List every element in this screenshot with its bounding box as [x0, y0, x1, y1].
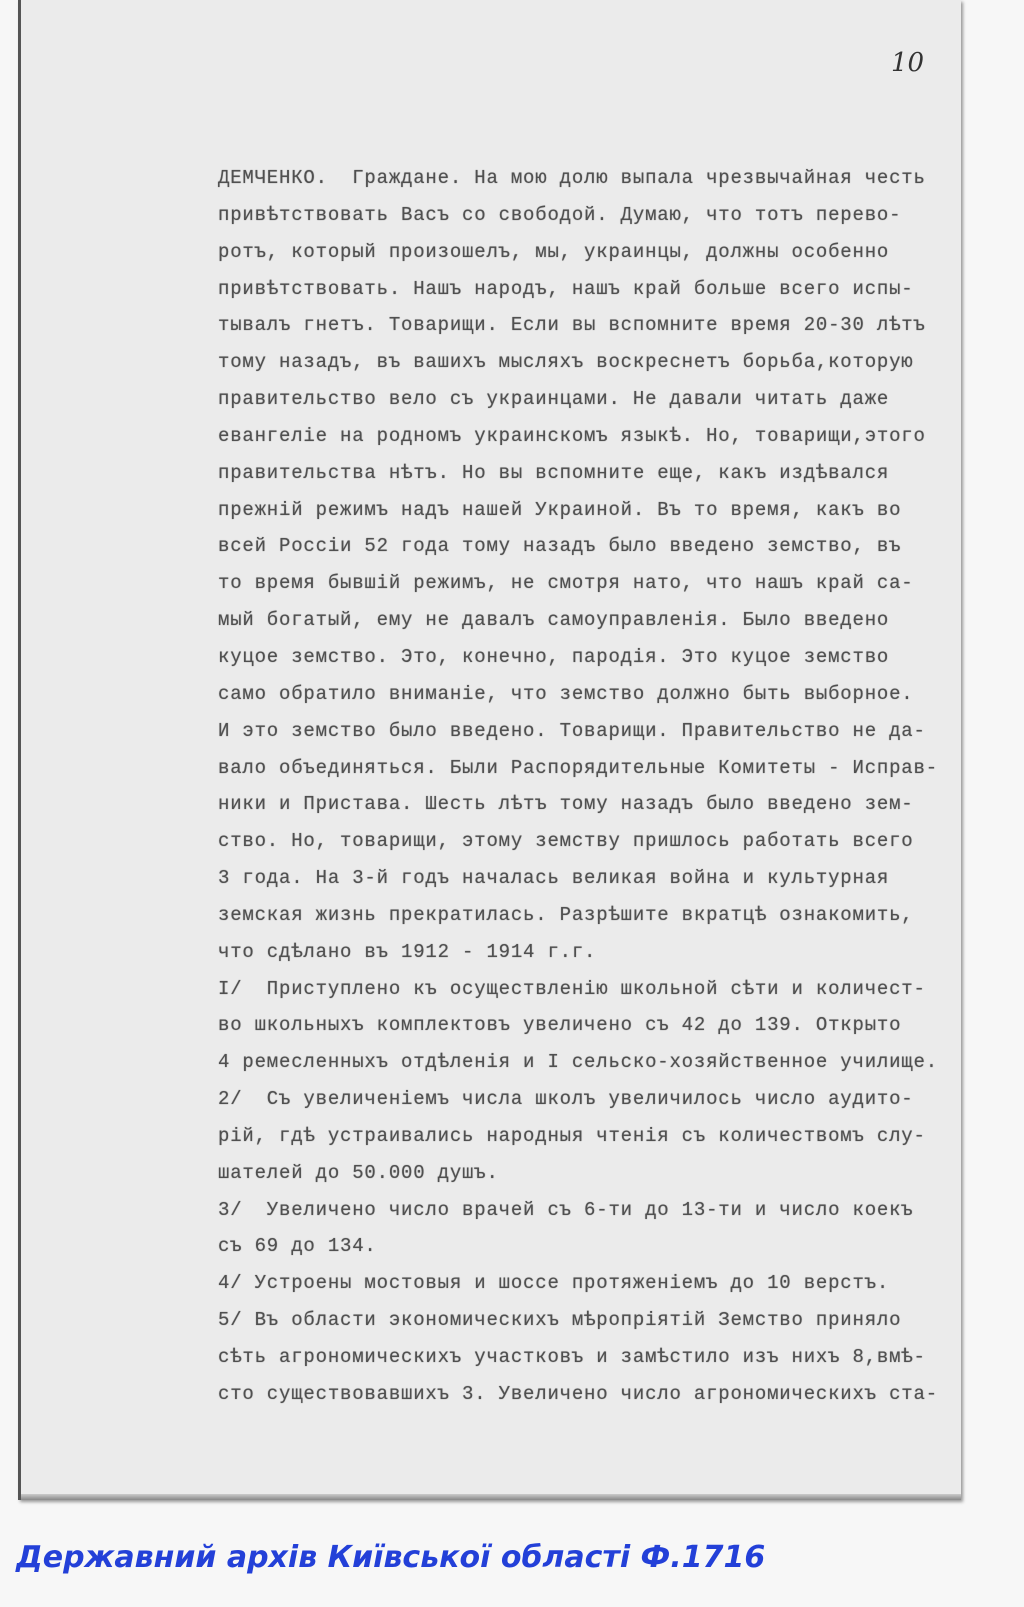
text-line: сто существовавшихъ 3. Увеличено число агрономическихъ ста- — [218, 1382, 938, 1405]
text-line: во школьныхъ комплектовъ увеличено съ 42 до 139. Открыто — [218, 1014, 902, 1037]
text-line: само обратило вниманіе, что земство должно быть выборное. — [218, 682, 914, 705]
text-line: то время бывшій режимъ, не смотря нато, что нашъ край са- — [218, 572, 914, 595]
text-line: тывалъ гнетъ. Товарищи. Если вы вспомните время 20-30 лѣтъ — [218, 314, 926, 337]
text-line: I/ Приступлено къ осуществленію школьной сѣти и количест- — [218, 977, 926, 1000]
text-line: всей Россіи 52 года тому назадъ было введено земство, въ — [218, 535, 902, 558]
text-line: ротъ, который произошелъ, мы, украинцы, должны особенно — [218, 240, 890, 263]
text-line: ство. Но, товарищи, этому земству пришлось работать всего — [218, 830, 914, 853]
text-line: ники и Пристава. Шесть лѣтъ тому назадъ было введено зем- — [218, 793, 914, 816]
text-line: съ 69 до 134. — [218, 1235, 377, 1258]
text-line: привѣтствовать. Нашъ народъ, нашъ край больше всего испы- — [218, 277, 914, 300]
text-line: И это земство было введено. Товарищи. Правительство не да- — [218, 719, 926, 742]
text-line: прежній режимъ надъ нашей Украиной. Въ то время, какъ во — [218, 498, 902, 521]
text-line: вало объединяться. Были Распорядительные Комитеты - Исправ- — [218, 756, 938, 779]
text-line: земская жизнь прекратилась. Разрѣшите вкратцѣ ознакомить, — [218, 903, 914, 926]
text-line: 5/ Въ области экономическихъ мѣропріятій Земство приняло — [218, 1309, 902, 1332]
text-line: куцое земство. Это, конечно, пародія. Это куцое земство — [218, 645, 890, 668]
text-line: 2/ Съ увеличеніемъ числа школъ увеличилось число аудито- — [218, 1088, 914, 1111]
text-line: правительства нѣтъ. Но вы вспомните еще, какъ издѣвался — [218, 461, 890, 484]
text-line: сѣть агрономическихъ участковъ и замѣстило изъ нихъ 8,вмѣ- — [218, 1346, 926, 1368]
text-line: евангеліе на родномъ украинскомъ языкѣ. Но, товарищи,этого — [218, 424, 926, 447]
text-line: рій, гдѣ устраивались народныя чтенія съ количествомъ слу- — [218, 1124, 926, 1147]
text-line: 3/ Увеличено число врачей съ 6-ти до 13-ти и число коекъ — [218, 1198, 914, 1221]
typewritten-text — [218, 160, 948, 1413]
text-line: шателей до 50.000 душъ. — [218, 1161, 499, 1184]
text-line: привѣтствовать Васъ со свободой. Думаю, что тотъ перево- — [218, 203, 902, 226]
text-line: ДЕМЧЕНКО. Граждане. На мою долю выпала чрезвычайная честь — [218, 167, 926, 189]
text-line: что сдѣлано въ 1912 - 1914 г.г. — [218, 940, 597, 963]
text-line: правительство вело съ украинцами. Не давали читать даже — [218, 388, 890, 411]
text-line: 4 ремесленныхъ отдѣленія и I сельско-хозяйственное училище. — [218, 1051, 938, 1074]
archive-caption: Державний архів Київської області Ф.1716 — [16, 1540, 766, 1575]
text-line: тому назадъ, въ вашихъ мысляхъ воскреснетъ борьба,которую — [218, 351, 914, 374]
page-number: 10 — [891, 48, 925, 78]
text-line: мый богатый, ему не давалъ самоуправленія. Было введено — [218, 609, 890, 632]
text-line: 3 года. На 3-й годъ началась великая война и культурная — [218, 867, 890, 890]
text-line: 4/ Устроены мостовыя и шоссе протяженіемъ до 10 верстъ. — [218, 1272, 890, 1295]
